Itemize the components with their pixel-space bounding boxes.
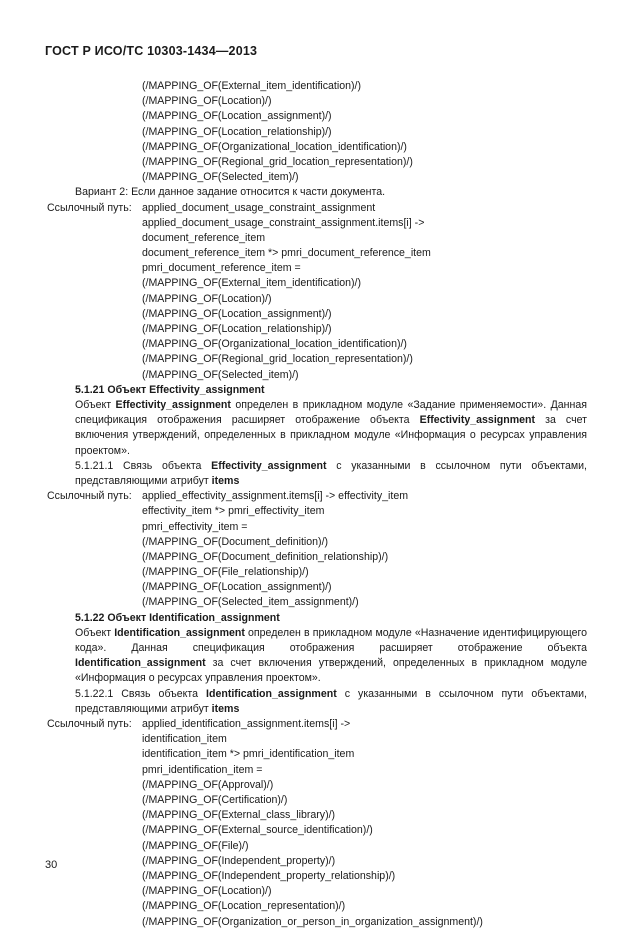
code-line: (/MAPPING_OF(Independent_property_relationship)/)	[142, 869, 396, 882]
section-heading-5-1-22	[47, 611, 587, 626]
code-line: (/MAPPING_OF(Regional_grid_location_representation)/)	[142, 353, 413, 366]
code-line: identification_item *> pmri_identification_item	[142, 748, 355, 761]
code-line: pmri_identification_item =	[142, 763, 263, 776]
text: с указанными в ссылочном пути объектами, представляющими атрибут	[75, 459, 587, 487]
reference-path-label: Ссылочный путь:	[47, 490, 132, 503]
code-line: (/MAPPING_OF(Document_definition_relationship)/)	[142, 550, 389, 563]
code-line: (/MAPPING_OF(Document_definition)/)	[142, 535, 329, 548]
code-line: (/MAPPING_OF(External_class_library)/)	[142, 809, 336, 822]
text: за счет включения утверждений, определенных в прикладном модуле «Информация о ресурсах управления проектом».	[75, 414, 587, 457]
code-line: (/MAPPING_OF(Selected_item)/)	[142, 368, 299, 381]
reference-path-label: Ссылочный путь:	[47, 718, 132, 731]
code-line: (/MAPPING_OF(Selected_item_assignment)/)	[142, 596, 359, 609]
reference-path-1	[47, 201, 587, 383]
text: Объект	[75, 626, 115, 639]
code-line: (/MAPPING_OF(Location_representation)/)	[142, 900, 346, 913]
code-line: (/MAPPING_OF(Location)/)	[142, 292, 272, 305]
code-line: pmri_effectivity_item =	[142, 520, 248, 533]
reference-path-label: Ссылочный путь:	[47, 201, 132, 214]
reference-path-3	[47, 717, 587, 930]
text: определен в прикладном модуле «Назначение идентифицирующего кода». Данная спецификация отображения расширяет отображение объекта	[75, 626, 587, 655]
code-line: applied_document_usage_constraint_assignment	[142, 201, 376, 214]
reference-path-2	[47, 489, 587, 611]
code-line: (/MAPPING_OF(Location)/)	[142, 885, 272, 898]
code-line: effectivity_item *> pmri_effectivity_item	[142, 505, 325, 518]
code-line: (/MAPPING_OF(Regional_grid_location_representation)/)	[142, 155, 413, 168]
section-heading-5-1-21	[47, 383, 587, 398]
code-line: (/MAPPING_OF(Location_assignment)/)	[142, 110, 332, 123]
code-line: (/MAPPING_OF(Location_relationship)/)	[142, 323, 332, 335]
heading-entity: Identification_assignment	[149, 611, 280, 624]
reference-path-row	[47, 489, 587, 504]
code-line: (/MAPPING_OF(Organization_or_person_in_organization_assignment)/)	[142, 915, 483, 928]
code-line: (/MAPPING_OF(Organizational_location_identification)/)	[142, 140, 407, 153]
code-line: (/MAPPING_OF(File_relationship)/)	[142, 566, 309, 579]
code-line: applied_document_usage_constraint_assignment.items[i] ->	[142, 216, 425, 229]
code-line: (/MAPPING_OF(Location_assignment)/)	[142, 581, 332, 594]
code-line: (/MAPPING_OF(Location_assignment)/)	[142, 307, 332, 320]
paragraph	[47, 398, 587, 459]
code-line: (/MAPPING_OF(External_source_identification)/)	[142, 824, 373, 837]
code-line: (/MAPPING_OF(Location)/)	[142, 95, 272, 108]
paragraph	[47, 687, 587, 717]
code-line: (/MAPPING_OF(Independent_property)/)	[142, 854, 336, 867]
page-content	[47, 79, 587, 930]
paragraph	[47, 626, 587, 687]
code-line: (/MAPPING_OF(External_item_identification)/)	[142, 277, 362, 290]
entity-name: Effectivity_assignment	[211, 459, 327, 472]
page-number: 30	[45, 859, 58, 871]
text: с указанными в ссылочном пути объектами, представляющими атрибут	[75, 687, 587, 715]
code-line: applied_effectivity_assignment.items[i] -> effectivity_item	[142, 490, 409, 503]
entity-name: Identification_assignment	[75, 657, 206, 670]
text: Объект	[75, 398, 116, 411]
code-line: (/MAPPING_OF(File)/)	[142, 839, 249, 852]
text: 5.1.22.1 Связь объекта	[75, 687, 207, 700]
reference-path-row	[47, 201, 587, 216]
entity-name: Effectivity_assignment	[419, 414, 536, 427]
attribute-name: items	[211, 702, 240, 715]
code-line: pmri_document_reference_item =	[142, 262, 301, 275]
text: определен в прикладном модуле «Задание применяемости». Данная спецификация отображения расширяет отображение объекта	[75, 398, 587, 427]
entity-name: Identification_assignment	[114, 626, 245, 639]
heading-number: 5.1.22 Объект	[75, 611, 150, 624]
variant-2-note: Вариант 2: Если данное задание относится к части документа.	[75, 186, 386, 199]
code-line: (/MAPPING_OF(External_item_identification)/)	[142, 80, 362, 92]
code-line: (/MAPPING_OF(Approval)/)	[142, 778, 274, 791]
mapping-block-1	[47, 79, 587, 185]
text: 5.1.21.1 Связь объекта	[75, 459, 212, 472]
page-header: ГОСТ Р ИСО/ТС 10303-1434—2013	[45, 44, 258, 58]
heading-number: 5.1.21 Объект	[75, 383, 150, 396]
attribute-name: items	[211, 474, 240, 487]
code-line: (/MAPPING_OF(Selected_item)/)	[142, 171, 299, 184]
code-line: identification_item	[142, 733, 227, 746]
code-line: (/MAPPING_OF(Certification)/)	[142, 794, 288, 806]
code-line: applied_identification_assignment.items[i] ->	[142, 718, 351, 731]
reference-path-row	[47, 717, 587, 732]
code-line: document_reference_item *> pmri_document_reference_item	[142, 247, 431, 260]
heading-entity: Effectivity_assignment	[149, 383, 265, 396]
paragraph	[47, 459, 587, 489]
entity-name: Identification_assignment	[206, 687, 337, 700]
code-line: document_reference_item	[142, 231, 266, 244]
text: за счет включения утверждений, определенных в прикладном модуле «Информация о ресурсах управления проектом».	[75, 657, 587, 685]
entity-name: Effectivity_assignment	[115, 398, 231, 411]
code-line: (/MAPPING_OF(Location_relationship)/)	[142, 125, 332, 138]
code-line: (/MAPPING_OF(Organizational_location_identification)/)	[142, 338, 407, 351]
